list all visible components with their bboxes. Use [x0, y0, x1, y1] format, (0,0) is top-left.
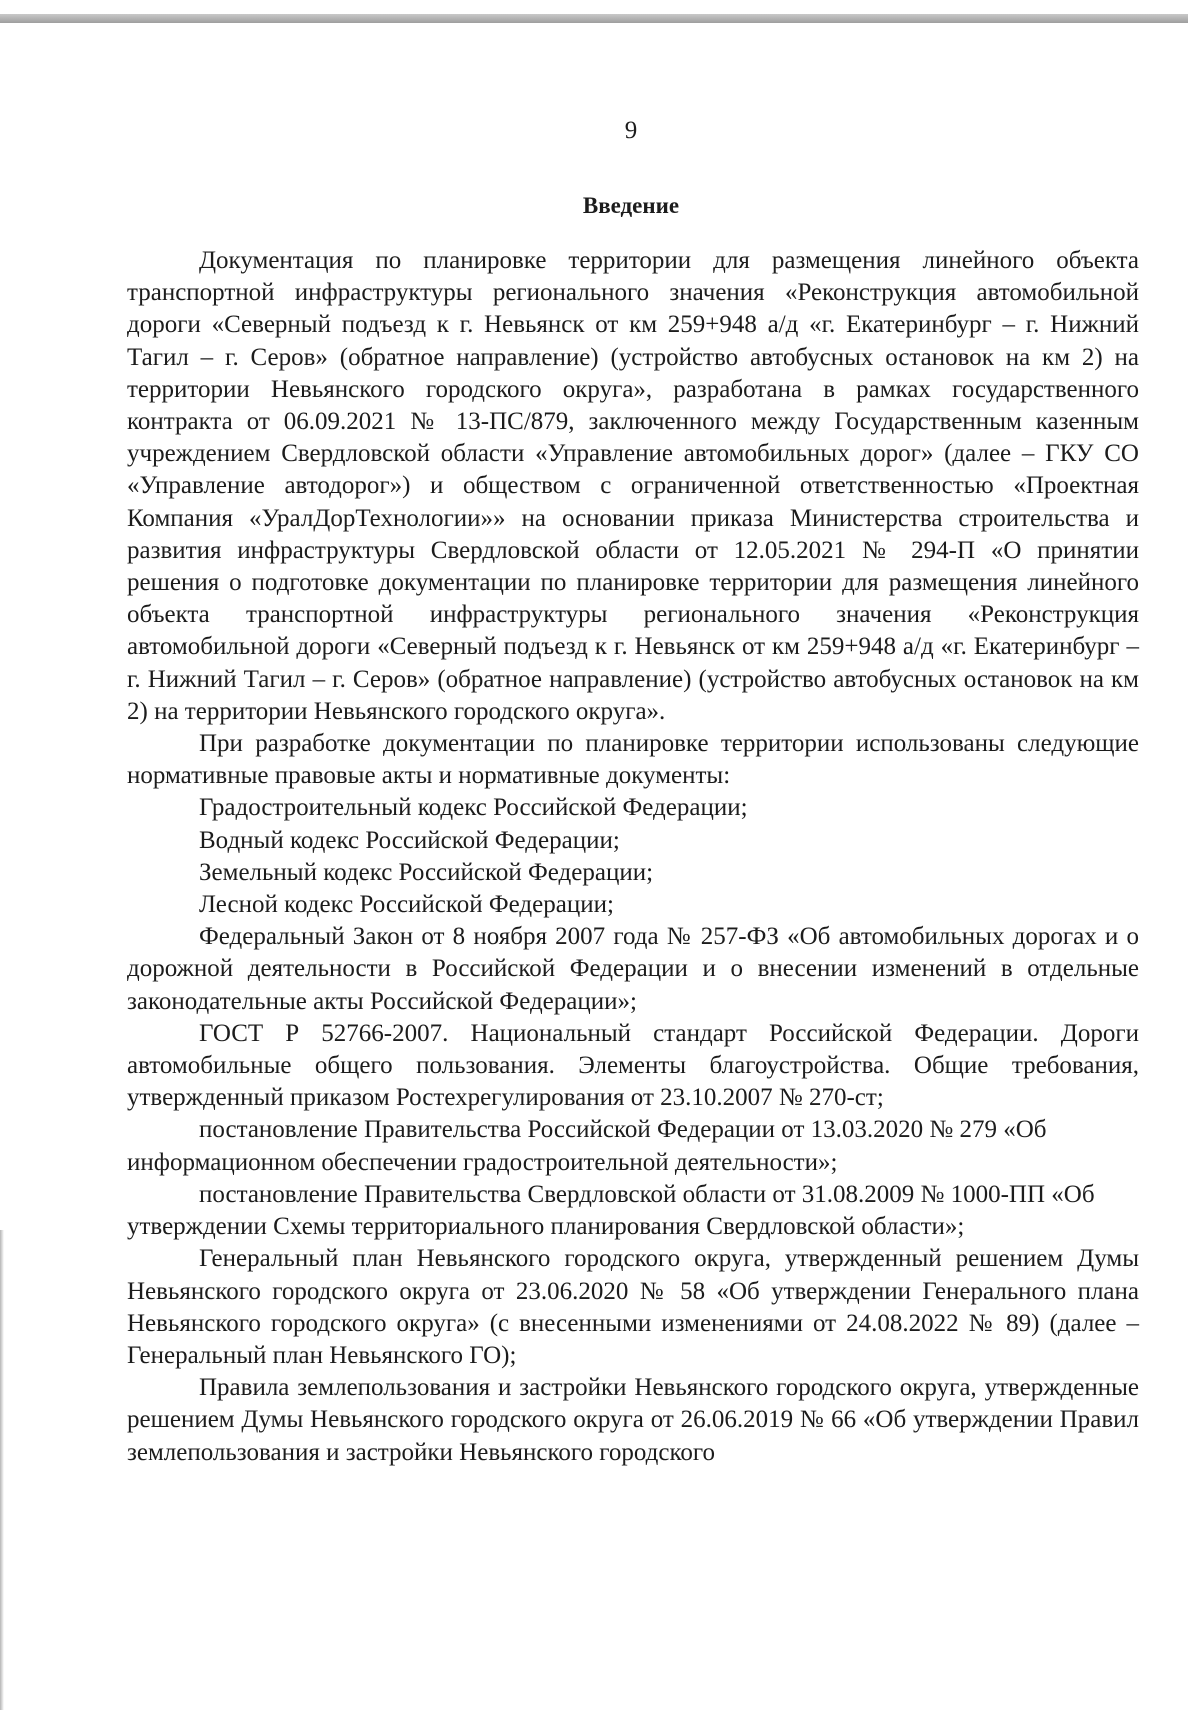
paragraph-introduction: Документация по планировке территории для размещения линейного объекта транспортной инфраструктуры регионального значения «Реконструкция автомобильной дороги «Северный подъезд к г. Невьянск от км 259+948 а/д «г. Екатеринбург – г. Нижний Тагил – г. Серов» (обратное направление) (устройство автобусных остановок на км 2) на территории Невьянского городского округа», разработана в рамках государственного контракта от 06.09.2021 № 13-ПС/879, заключенного между Государственным казенным учреждением Свердловской области «Управление автомобильных дорог» (далее – ГКУ СО «Управление автодорог») и обществом с ограниченной ответственностью «Проектная Компания «УралДорТехнологии»» на основании приказа Министерства строительства и развития инфраструктуры Свердловской области от 12.05.2021 № 294-П «О принятии решения о подготовке документации по планировке территории для размещения линейного объекта транспортной инфраструктуры регионального значения «Реконструкция автомобильной дороги «Северный подъезд к г. Невьянск от км 259+948 а/д «г. Екатеринбург – г. Нижний Тагил – г. Серов» (обратное направление) (устройство автобусных остановок на км 2) на территории Невьянского городского округа». [127, 247, 1139, 725]
list-item-land-use-rules: Правила землепользования и застройки Невьянского городского округа, утвержденные решением Думы Невьянского городского округа от 26.06.2019 № 66 «Об утверждении Правил землепользования и застройки Невьянского городского [127, 1374, 1139, 1466]
list-item-urban-planning-code: Градостроительный кодекс Российской Федерации; [199, 794, 748, 822]
list-item-government-decree-279: постановление Правительства Российской Федерации от 13.03.2020 № 279 «Об информационном обеспечении градостроительной деятельности»; [127, 1116, 1047, 1176]
top-rule [0, 14, 1188, 23]
document-body [127, 245, 1139, 1469]
paragraph-normative-acts-intro: При разработке документации по планировке территории использованы следующие нормативные правовые акты и нормативные документы: [127, 730, 1139, 790]
list-item-federal-law-257: Федеральный Закон от 8 ноября 2007 года № 257-ФЗ «Об автомобильных дорогах и о дорожной деятельности в Российской Федерации и о внесении изменений в отдельные законодательные акты Российской Федерации»; [127, 923, 1139, 1015]
list-item-water-code: Водный кодекс Российской Федерации; [199, 826, 620, 854]
page-number: 9 [624, 117, 638, 144]
list-item-forest-code: Лесной кодекс Российской Федерации; [199, 891, 614, 919]
list-item-land-code: Земельный кодекс Российской Федерации; [199, 858, 654, 886]
list-item-gost-52766: ГОСТ Р 52766-2007. Национальный стандарт Российской Федерации. Дороги автомобильные общего пользования. Элементы благоустройства. Общие требования, утвержденный приказом Ростехрегулирования от 23.10.2007 № 270-ст; [127, 1019, 1139, 1112]
list-item-general-plan: Генеральный план Невьянского городского округа, утвержденный решением Думы Невьянского городского округа от 23.06.2020 № 58 «Об утверждении Генерального плана Невьянского городского округа» (с внесенными изменениями от 24.08.2022 № 89) (далее – Генеральный план Невьянского ГО); [127, 1245, 1139, 1369]
section-heading: Введение [582, 193, 680, 218]
scan-edge-shadow [0, 1230, 4, 1710]
list-item-sverdlovsk-decree-1000: постановление Правительства Свердловской области от 31.08.2009 № 1000-ПП «Об утверждении Схемы территориального планирования Свердловской области»; [127, 1180, 1095, 1241]
